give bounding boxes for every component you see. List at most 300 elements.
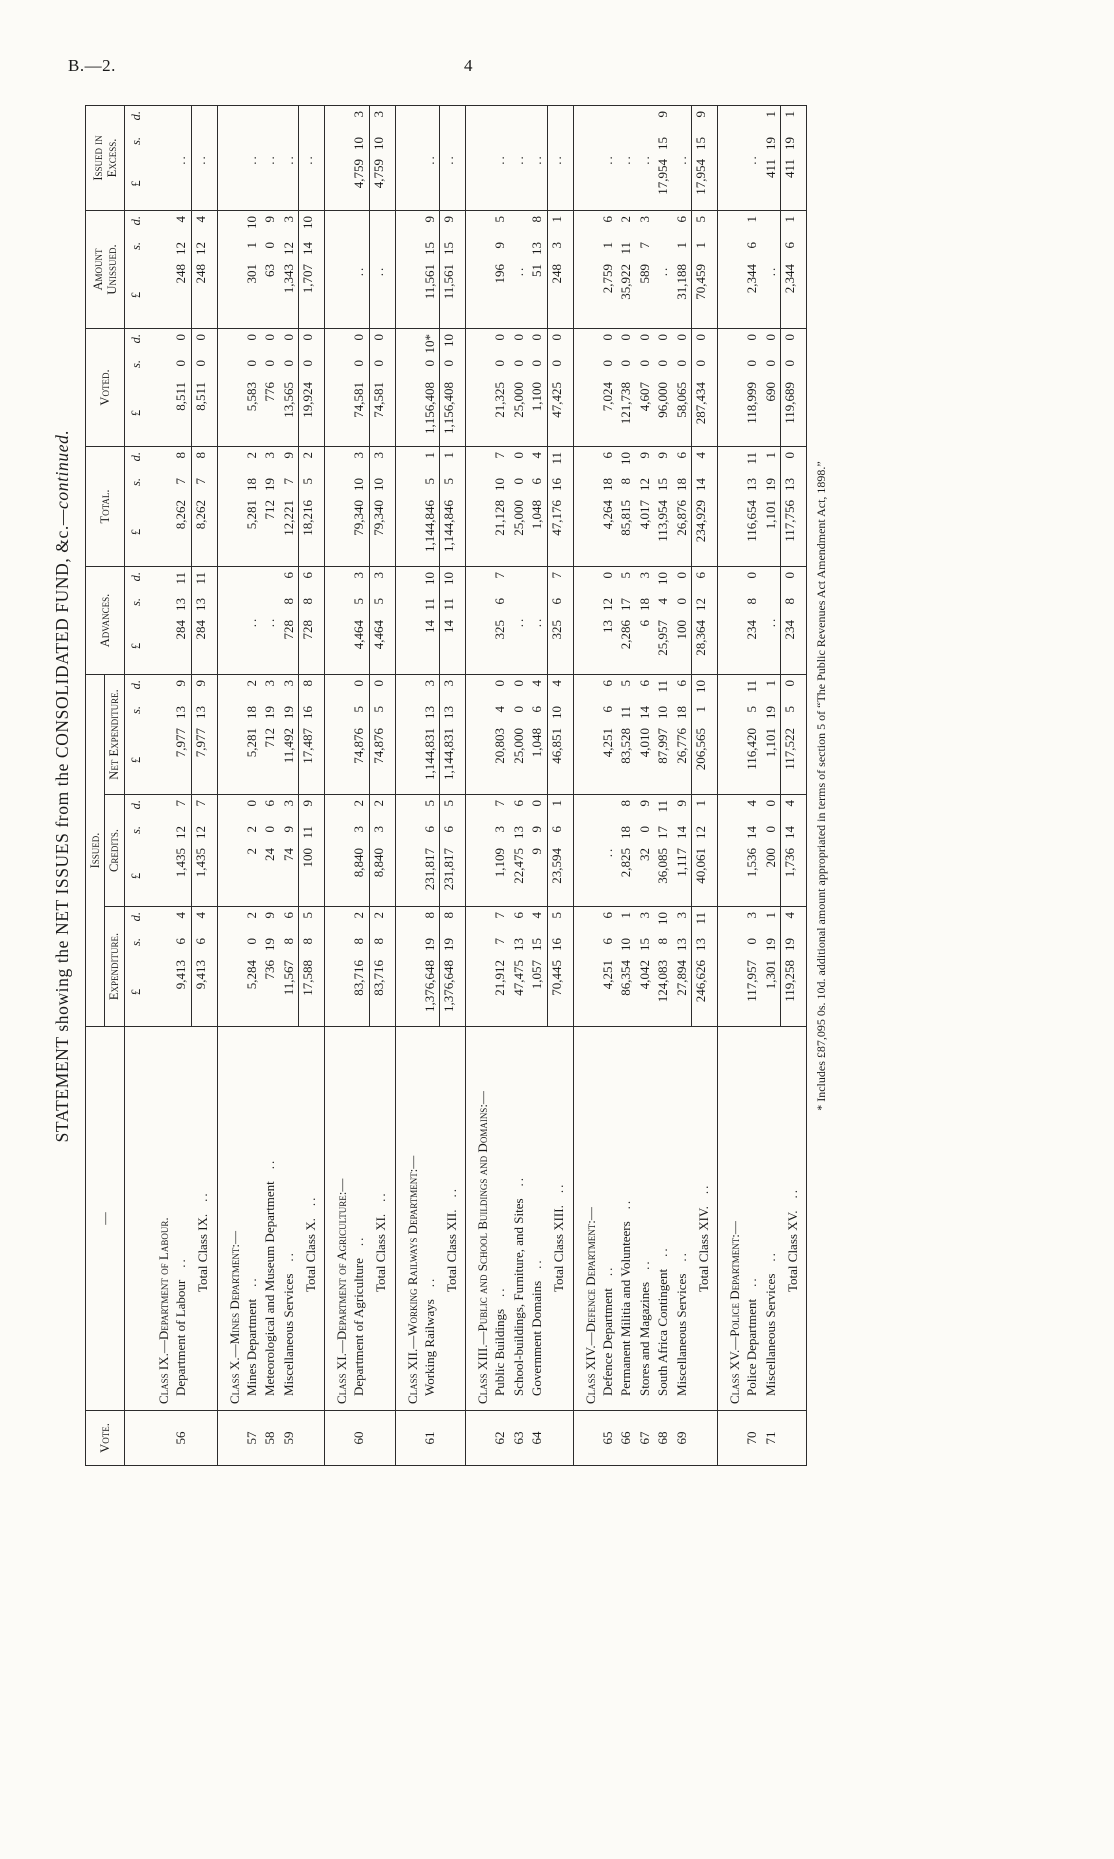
cell-advances bbox=[510, 567, 529, 675]
money-value: 4,264 18 6 bbox=[599, 452, 615, 530]
cell-net_expenditure bbox=[172, 675, 191, 795]
money-value: 79,340 10 3 bbox=[351, 452, 366, 536]
cell-amount_unissued bbox=[547, 211, 573, 329]
nil-value: .. bbox=[655, 265, 670, 277]
money-value: 21,325 0 0 bbox=[492, 334, 507, 418]
cell-total bbox=[421, 447, 440, 567]
money-value: 86,354 10 1 bbox=[618, 912, 633, 996]
cell-net_expenditure bbox=[421, 675, 440, 795]
money-value: 87,997 10 11 bbox=[655, 680, 670, 764]
cell-advances bbox=[762, 567, 781, 675]
nil-value: .. bbox=[243, 616, 259, 628]
money-value: 1,109 3 7 bbox=[492, 800, 507, 878]
class-total-row bbox=[692, 106, 718, 1466]
cell-advances bbox=[299, 567, 325, 675]
row-label: Meteorological and Museum Department.. bbox=[261, 1027, 280, 1411]
cell-expenditure bbox=[491, 907, 510, 1027]
cell-advances bbox=[599, 567, 618, 675]
money-value: 4,251 6 6 bbox=[599, 680, 615, 758]
cell-advances bbox=[172, 567, 191, 675]
cell-expenditure bbox=[692, 907, 718, 1027]
money-value: 2,825 18 8 bbox=[618, 800, 633, 878]
money-value: 22,475 13 6 bbox=[510, 800, 526, 884]
cell-issued_in_excess bbox=[421, 106, 440, 211]
money-value: 301 1 10 bbox=[243, 216, 259, 284]
currency-header-voted: £ s. d. bbox=[125, 329, 148, 447]
row-label: Government Domains.. bbox=[528, 1027, 547, 1411]
cell-expenditure bbox=[395, 907, 421, 1027]
money-value: 5,284 0 2 bbox=[243, 912, 259, 990]
nil-value: .. bbox=[744, 154, 759, 165]
cell-credits bbox=[528, 795, 547, 907]
money-value: 8,262 7 8 bbox=[192, 452, 208, 530]
money-value: 1,343 12 3 bbox=[280, 216, 296, 294]
money-value: 118,999 0 0 bbox=[744, 334, 759, 424]
cell-voted bbox=[243, 329, 262, 447]
vote-spacer bbox=[125, 1411, 148, 1466]
cell-expenditure bbox=[743, 907, 762, 1027]
nil-value: .. bbox=[762, 616, 778, 628]
money-value: 5,281 18 2 bbox=[243, 680, 259, 758]
cell-advances bbox=[654, 567, 673, 675]
money-value: 17,487 16 8 bbox=[300, 680, 315, 764]
money-value: 8,840 3 2 bbox=[351, 800, 366, 878]
nil-value: .. bbox=[492, 154, 507, 165]
cell-voted bbox=[280, 329, 299, 447]
money-value: 4,042 15 3 bbox=[636, 912, 652, 990]
money-value: 4,759 10 3 bbox=[351, 111, 366, 189]
class-heading-row bbox=[395, 106, 421, 1466]
cell-expenditure bbox=[325, 907, 351, 1027]
class-total-row bbox=[299, 106, 325, 1466]
cell-credits bbox=[743, 795, 762, 907]
cell-amount_unissued bbox=[395, 211, 421, 329]
total-label: Total Class XII... bbox=[440, 1027, 466, 1411]
cell-amount_unissued bbox=[692, 211, 718, 329]
nil-value: .. bbox=[510, 616, 526, 628]
table-head bbox=[86, 106, 148, 1466]
money-value: 234 8 0 bbox=[782, 572, 797, 640]
cell-expenditure bbox=[191, 907, 217, 1027]
money-value: 25,957 4 10 bbox=[655, 572, 670, 656]
money-value: 1,376,648 19 8 bbox=[421, 912, 437, 1012]
money-value: 7,977 13 9 bbox=[173, 680, 188, 758]
money-value: 231,817 6 5 bbox=[421, 800, 437, 891]
cell-advances bbox=[491, 567, 510, 675]
dot-leader: .. bbox=[762, 1251, 778, 1262]
table-row bbox=[243, 106, 262, 1466]
cell-amount_unissued bbox=[718, 211, 744, 329]
rotated-sheet bbox=[52, 106, 829, 1466]
cell-amount_unissued bbox=[325, 211, 351, 329]
row-label: Miscellaneous Services.. bbox=[762, 1027, 781, 1411]
money-value: 117,522 5 0 bbox=[782, 680, 797, 770]
money-value: 2,286 17 5 bbox=[618, 572, 633, 650]
cell-expenditure bbox=[172, 907, 191, 1027]
money-value: 18,216 5 2 bbox=[300, 452, 315, 536]
cell-credits bbox=[636, 795, 655, 907]
money-value: 6 18 3 bbox=[636, 572, 652, 627]
money-value: 1,435 12 7 bbox=[192, 800, 208, 878]
money-value: 116,420 5 11 bbox=[744, 680, 759, 770]
nil-value: .. bbox=[599, 846, 615, 858]
money-value: 96,000 0 0 bbox=[655, 334, 670, 418]
cell-net_expenditure bbox=[528, 675, 547, 795]
nil-value: .. bbox=[192, 154, 208, 165]
money-value: 736 19 9 bbox=[262, 912, 277, 980]
money-value: 14 11 10 bbox=[421, 572, 437, 633]
row-label: Defence Department.. bbox=[599, 1027, 618, 1411]
issued-group-header: Issued. bbox=[86, 675, 105, 1027]
cell-expenditure bbox=[369, 907, 395, 1027]
total-label: Total Class IX... bbox=[191, 1027, 217, 1411]
money-value: 231,817 6 5 bbox=[441, 800, 456, 891]
cell-voted bbox=[617, 329, 636, 447]
nil-value: .. bbox=[262, 616, 277, 628]
class-heading: Class XII.—Working Railways Department:— bbox=[395, 1027, 421, 1411]
money-value: 2,344 6 1 bbox=[782, 216, 797, 294]
money-value: 4,759 10 3 bbox=[370, 111, 386, 189]
money-value: 325 6 7 bbox=[548, 572, 564, 640]
money-value: 119,258 19 4 bbox=[782, 912, 797, 1002]
money-value: 1,156,408 0 10 bbox=[441, 334, 456, 434]
cell-net_expenditure bbox=[673, 675, 692, 795]
currency-header-credits: £ s. d. bbox=[125, 795, 148, 907]
money-value: 1,435 12 7 bbox=[173, 800, 188, 878]
dot-leader: .. bbox=[510, 1175, 526, 1187]
cell-advances bbox=[617, 567, 636, 675]
header-dash: — bbox=[98, 1212, 112, 1225]
cell-issued_in_excess bbox=[781, 106, 807, 211]
cell-net_expenditure bbox=[369, 675, 395, 795]
row-label: Mines Department.. bbox=[243, 1027, 262, 1411]
money-value: 17,588 8 5 bbox=[300, 912, 315, 996]
cell-expenditure bbox=[243, 907, 262, 1027]
cell-credits bbox=[243, 795, 262, 907]
class-heading: Class XV.—Police Department:— bbox=[718, 1027, 744, 1411]
cell-total bbox=[718, 447, 744, 567]
money-value: 1,144,846 5 1 bbox=[421, 452, 437, 552]
money-value: 124,083 8 10 bbox=[655, 912, 670, 1003]
dot-leader: .. bbox=[636, 1259, 652, 1270]
nil-value: .. bbox=[673, 154, 689, 165]
cell-total bbox=[692, 447, 718, 567]
cell-credits bbox=[369, 795, 395, 907]
money-value: 9 9 0 bbox=[529, 800, 544, 855]
cell-net_expenditure bbox=[466, 675, 492, 795]
money-value: 74,581 0 0 bbox=[351, 334, 366, 418]
money-value: 4,464 5 3 bbox=[351, 572, 366, 650]
cell-net_expenditure bbox=[547, 675, 573, 795]
money-value: 1,101 19 1 bbox=[762, 680, 778, 758]
total-label: Total Class XIII... bbox=[547, 1027, 573, 1411]
cell-credits bbox=[440, 795, 466, 907]
col-header-expenditure: Expenditure. bbox=[105, 907, 125, 1027]
cell-issued_in_excess bbox=[573, 106, 599, 211]
cell-expenditure bbox=[528, 907, 547, 1027]
money-value: 26,876 18 6 bbox=[673, 452, 689, 536]
money-value: 1,707 14 10 bbox=[300, 216, 315, 294]
col-header-net-expenditure: Net Expenditure. bbox=[105, 675, 125, 795]
cell-credits bbox=[191, 795, 217, 907]
cell-voted bbox=[654, 329, 673, 447]
vote-cell: 64 bbox=[528, 1411, 547, 1466]
cell-amount_unissued bbox=[172, 211, 191, 329]
cell-issued_in_excess bbox=[692, 106, 718, 211]
cell-total bbox=[491, 447, 510, 567]
money-value: 32 0 9 bbox=[636, 800, 652, 861]
nil-value: .. bbox=[510, 154, 526, 165]
money-value: 70,445 16 5 bbox=[548, 912, 564, 996]
money-value: 47,425 0 0 bbox=[548, 334, 564, 418]
money-value: 116,654 13 11 bbox=[744, 452, 759, 542]
money-value: 1,117 14 9 bbox=[673, 800, 689, 877]
cell-total bbox=[636, 447, 655, 567]
money-value: 287,434 0 0 bbox=[693, 334, 708, 425]
description-spacer bbox=[125, 1027, 148, 1411]
money-value: 1,144,831 13 3 bbox=[421, 680, 437, 780]
cell-advances bbox=[421, 567, 440, 675]
money-value: 19,924 0 0 bbox=[300, 334, 315, 418]
cell-total bbox=[440, 447, 466, 567]
page-number: 4 bbox=[464, 56, 473, 75]
row-label: Department of Labour.. bbox=[172, 1027, 191, 1411]
currency-header-issued_in_excess: £ s. d. bbox=[125, 106, 148, 211]
money-value: 17,954 15 9 bbox=[693, 111, 708, 195]
cell-credits bbox=[718, 795, 744, 907]
money-value: 196 9 5 bbox=[492, 216, 507, 284]
cell-credits bbox=[692, 795, 718, 907]
money-value: 12,221 7 9 bbox=[280, 452, 296, 536]
cell-voted bbox=[510, 329, 529, 447]
cell-expenditure bbox=[762, 907, 781, 1027]
class-heading: Class IX.—Department of Labour. bbox=[147, 1027, 172, 1411]
cell-issued_in_excess bbox=[547, 106, 573, 211]
cell-advances bbox=[573, 567, 599, 675]
cell-issued_in_excess bbox=[172, 106, 191, 211]
class-total-row bbox=[547, 106, 573, 1466]
cell-amount_unissued bbox=[636, 211, 655, 329]
money-value: 248 12 4 bbox=[173, 216, 188, 284]
cell-net_expenditure bbox=[654, 675, 673, 795]
vote-cell bbox=[299, 1411, 325, 1466]
cell-voted bbox=[299, 329, 325, 447]
cell-expenditure bbox=[673, 907, 692, 1027]
vote-cell: 69 bbox=[673, 1411, 692, 1466]
dot-leader: .. bbox=[655, 1246, 670, 1257]
dot-leader: .. bbox=[421, 1276, 437, 1288]
cell-total bbox=[528, 447, 547, 567]
dot-leader: .. bbox=[492, 1286, 507, 1297]
cell-issued_in_excess bbox=[280, 106, 299, 211]
cell-total bbox=[261, 447, 280, 567]
vote-cell bbox=[395, 1411, 421, 1466]
table-row bbox=[636, 106, 655, 1466]
cell-amount_unissued bbox=[491, 211, 510, 329]
vote-cell: 58 bbox=[261, 1411, 280, 1466]
table-row bbox=[673, 106, 692, 1466]
cell-voted bbox=[350, 329, 369, 447]
nil-value: .. bbox=[370, 265, 386, 277]
class-heading-row bbox=[325, 106, 351, 1466]
nil-value: .. bbox=[510, 265, 526, 277]
money-value: 83,716 8 2 bbox=[351, 912, 366, 996]
statement-title-main: STATEMENT showing the NET ISSUES from the CONSOLIDATED FUND, &c. bbox=[52, 525, 72, 1143]
currency-header-total: £ s. d. bbox=[125, 447, 148, 567]
cell-issued_in_excess bbox=[395, 106, 421, 211]
money-value: 5,583 0 0 bbox=[243, 334, 259, 412]
vote-cell: 71 bbox=[762, 1411, 781, 1466]
cell-voted bbox=[191, 329, 217, 447]
cell-voted bbox=[466, 329, 492, 447]
cell-amount_unissued bbox=[528, 211, 547, 329]
table-row bbox=[743, 106, 762, 1466]
money-value: 79,340 10 3 bbox=[370, 452, 386, 536]
cell-credits bbox=[466, 795, 492, 907]
cell-voted bbox=[599, 329, 618, 447]
cell-credits bbox=[280, 795, 299, 907]
cell-credits bbox=[510, 795, 529, 907]
row-label: Public Buildings.. bbox=[491, 1027, 510, 1411]
money-value: 9,413 6 4 bbox=[173, 912, 188, 990]
col-header-advances: Advances. bbox=[86, 567, 125, 675]
money-value: 248 3 1 bbox=[548, 216, 564, 284]
cell-net_expenditure bbox=[617, 675, 636, 795]
row-label: Miscellaneous Services.. bbox=[673, 1027, 692, 1411]
cell-issued_in_excess bbox=[147, 106, 172, 211]
cell-expenditure bbox=[350, 907, 369, 1027]
cell-total bbox=[369, 447, 395, 567]
vote-cell bbox=[217, 1411, 243, 1466]
money-value: 1,057 15 4 bbox=[529, 912, 544, 990]
dot-leader: .. bbox=[195, 1191, 210, 1202]
cell-net_expenditure bbox=[573, 675, 599, 795]
cell-expenditure bbox=[636, 907, 655, 1027]
cell-issued_in_excess bbox=[261, 106, 280, 211]
currency-row bbox=[125, 106, 148, 1466]
cell-voted bbox=[692, 329, 718, 447]
cell-net_expenditure bbox=[217, 675, 243, 795]
money-value: 11,561 15 9 bbox=[421, 216, 437, 300]
cell-amount_unissued bbox=[261, 211, 280, 329]
total-label: Total Class XIV... bbox=[692, 1027, 718, 1411]
dot-leader: .. bbox=[744, 1276, 759, 1287]
cell-net_expenditure bbox=[395, 675, 421, 795]
table-body bbox=[147, 106, 807, 1466]
nil-value: .. bbox=[762, 265, 778, 277]
cell-amount_unissued bbox=[191, 211, 217, 329]
cell-total bbox=[172, 447, 191, 567]
dot-leader: .. bbox=[673, 1251, 689, 1262]
table-row bbox=[617, 106, 636, 1466]
cell-net_expenditure bbox=[491, 675, 510, 795]
table-row bbox=[762, 106, 781, 1466]
cell-voted bbox=[762, 329, 781, 447]
statement-table bbox=[85, 105, 807, 1466]
nil-value: .. bbox=[529, 616, 544, 628]
cell-net_expenditure bbox=[261, 675, 280, 795]
cell-issued_in_excess bbox=[243, 106, 262, 211]
total-label: Total Class XI... bbox=[369, 1027, 395, 1411]
money-value: 5,281 18 2 bbox=[243, 452, 259, 530]
money-value: 246,626 13 11 bbox=[693, 912, 708, 1003]
money-value: 4,607 0 0 bbox=[636, 334, 652, 412]
nil-value: .. bbox=[636, 154, 652, 165]
nil-value: .. bbox=[548, 154, 564, 165]
money-value: 2,759 1 6 bbox=[599, 216, 615, 294]
money-value: 74,876 5 0 bbox=[370, 680, 386, 764]
table-row bbox=[599, 106, 618, 1466]
row-label: Police Department.. bbox=[743, 1027, 762, 1411]
vote-cell: 68 bbox=[654, 1411, 673, 1466]
cell-amount_unissued bbox=[421, 211, 440, 329]
total-label: Total Class XV... bbox=[781, 1027, 807, 1411]
class-heading-row bbox=[718, 106, 744, 1466]
vote-cell bbox=[369, 1411, 395, 1466]
cell-expenditure bbox=[654, 907, 673, 1027]
cell-issued_in_excess bbox=[191, 106, 217, 211]
cell-expenditure bbox=[261, 907, 280, 1027]
cell-amount_unissued bbox=[147, 211, 172, 329]
cell-issued_in_excess bbox=[217, 106, 243, 211]
cell-issued_in_excess bbox=[325, 106, 351, 211]
cell-advances bbox=[191, 567, 217, 675]
money-value: 27,894 13 3 bbox=[673, 912, 689, 996]
cell-advances bbox=[718, 567, 744, 675]
cell-advances bbox=[781, 567, 807, 675]
money-value: 46,851 10 4 bbox=[548, 680, 564, 764]
money-value: 1,536 14 4 bbox=[744, 800, 759, 878]
cell-advances bbox=[743, 567, 762, 675]
cell-issued_in_excess bbox=[299, 106, 325, 211]
cell-voted bbox=[673, 329, 692, 447]
class-heading-row bbox=[147, 106, 172, 1466]
nil-value: .. bbox=[262, 154, 277, 165]
cell-total bbox=[573, 447, 599, 567]
cell-advances bbox=[636, 567, 655, 675]
cell-total bbox=[599, 447, 618, 567]
vote-cell: 65 bbox=[599, 1411, 618, 1466]
cell-net_expenditure bbox=[743, 675, 762, 795]
money-value: 712 19 3 bbox=[262, 452, 277, 520]
dot-leader: .. bbox=[262, 1158, 277, 1170]
cell-issued_in_excess bbox=[528, 106, 547, 211]
money-value: 728 8 6 bbox=[280, 572, 296, 640]
money-value: 4,251 6 6 bbox=[599, 912, 615, 990]
money-value: 63 0 9 bbox=[262, 216, 277, 277]
cell-voted bbox=[261, 329, 280, 447]
vote-cell: 57 bbox=[243, 1411, 262, 1466]
cell-voted bbox=[395, 329, 421, 447]
cell-issued_in_excess bbox=[743, 106, 762, 211]
row-label: School-buildings, Furniture, and Sites.. bbox=[510, 1027, 529, 1411]
cell-amount_unissued bbox=[466, 211, 492, 329]
money-value: 40,061 12 1 bbox=[693, 800, 708, 884]
cell-expenditure bbox=[573, 907, 599, 1027]
money-value: 1,736 14 4 bbox=[782, 800, 797, 878]
vote-cell: 60 bbox=[350, 1411, 369, 1466]
cell-amount_unissued bbox=[654, 211, 673, 329]
cell-expenditure bbox=[280, 907, 299, 1027]
money-value: 100 11 9 bbox=[300, 800, 315, 868]
money-value: 23,594 6 1 bbox=[548, 800, 564, 884]
money-value: 1,144,846 5 1 bbox=[441, 452, 456, 552]
cell-amount_unissued bbox=[350, 211, 369, 329]
cell-issued_in_excess bbox=[350, 106, 369, 211]
vote-cell: 59 bbox=[280, 1411, 299, 1466]
money-value: 11,561 15 9 bbox=[441, 216, 456, 300]
money-value: 121,738 0 0 bbox=[618, 334, 633, 425]
